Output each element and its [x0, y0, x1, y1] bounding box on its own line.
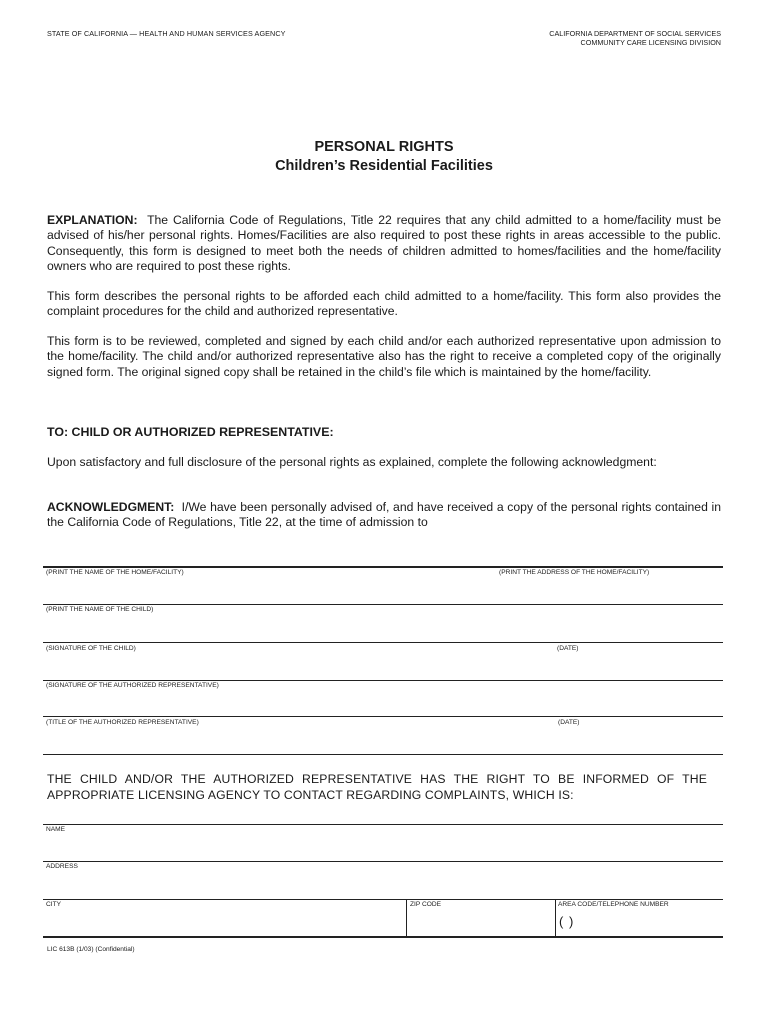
agency-zip-caption: ZIP CODE	[410, 901, 442, 908]
rep-title-line[interactable]	[43, 716, 723, 717]
facility-name-caption: (PRINT THE NAME OF THE HOME/FACILITY)	[46, 569, 184, 576]
instructions-paragraph: This form is to be reviewed, completed and signed by each child and/or each authorized representative upon admission to the home/facility. The child and/or authorized representative also has the right to receive a completed copy of the originally signed form. The original signed copy shall be retained in the child’s file which is maintained by the home/facility.	[47, 334, 721, 379]
licensing-notice: THE CHILD AND/OR THE AUTHORIZED REPRESENTATIVE HAS THE RIGHT TO BE INFORMED OF THE APPROPRIATE LICENSING AGENCY TO CONTACT REGARDING COMPLAINTS, WHICH IS:	[47, 772, 707, 802]
child-name-line[interactable]	[43, 604, 723, 605]
child-signature-caption: (SIGNATURE OF THE CHILD)	[46, 645, 136, 652]
rep-date-caption: (DATE)	[558, 719, 580, 726]
explanation-text: The California Code of Regulations, Title 22 requires that any child admitted to a home/facility must be advised of his/her personal rights. Homes/Facilities are also required to post these rights in areas accessible to the public. Consequently, this form is designed to meet both the needs of children admitted to homes/facilities and the home/facility owners who are required to post these rights.	[47, 213, 721, 274]
facility-name-line[interactable]	[43, 566, 723, 568]
agency-city-line[interactable]	[43, 899, 723, 900]
agency-name-line[interactable]	[43, 824, 723, 825]
acknowledgment-label: ACKNOWLEDGMENT:	[47, 500, 175, 514]
zip-phone-divider	[555, 899, 556, 937]
agency-address-caption: ADDRESS	[46, 863, 78, 870]
page-subtitle: Children’s Residential Facilities	[275, 158, 493, 174]
child-name-caption: (PRINT THE NAME OF THE CHILD)	[46, 606, 154, 613]
facility-address-caption: (PRINT THE ADDRESS OF THE HOME/FACILITY)	[499, 569, 650, 576]
agency-bottom-line	[43, 936, 723, 938]
description-paragraph: This form describes the personal rights to be afforded each child admitted to a home/facility. This form also provides the complaint procedures for the child and authorized representative.	[47, 289, 721, 319]
department-header	[549, 29, 721, 47]
to-heading: TO: CHILD OR AUTHORIZED REPRESENTATIVE:	[47, 425, 334, 439]
explanation-label: EXPLANATION:	[47, 213, 138, 227]
section-divider	[43, 754, 723, 755]
child-signature-line[interactable]	[43, 642, 723, 643]
department-name: CALIFORNIA DEPARTMENT OF SOCIAL SERVICES	[549, 29, 721, 38]
rep-signature-line[interactable]	[43, 680, 723, 681]
area-code-parens: ( )	[559, 914, 575, 929]
disclosure-text: Upon satisfactory and full disclosure of the personal rights as explained, complete the following acknowledgment:	[47, 455, 657, 469]
city-zip-divider	[406, 899, 407, 937]
agency-city-caption: CITY	[46, 901, 62, 908]
agency-phone-caption: AREA CODE/TELEPHONE NUMBER	[558, 901, 669, 908]
explanation-paragraph	[47, 213, 721, 275]
rep-signature-caption: (SIGNATURE OF THE AUTHORIZED REPRESENTATIVE)	[46, 682, 219, 689]
child-date-caption: (DATE)	[557, 645, 579, 652]
agency-header: STATE OF CALIFORNIA — HEALTH AND HUMAN SERVICES AGENCY	[47, 29, 286, 38]
acknowledgment-paragraph	[47, 500, 721, 531]
form-title	[0, 138, 768, 176]
rep-title-caption: (TITLE OF THE AUTHORIZED REPRESENTATIVE)	[46, 719, 199, 726]
form-number: LIC 613B (1/03) (Confidential)	[47, 946, 135, 953]
acknowledgment-text: I/We have been personally advised of, and have received a copy of the personal rights contained in the California Code of Regulations, Title 22, at the time of admission to	[47, 500, 721, 530]
division-name: COMMUNITY CARE LICENSING DIVISION	[580, 38, 721, 47]
page-title: PERSONAL RIGHTS	[314, 139, 454, 155]
agency-name-caption: NAME	[46, 826, 66, 833]
agency-address-line[interactable]	[43, 861, 723, 862]
